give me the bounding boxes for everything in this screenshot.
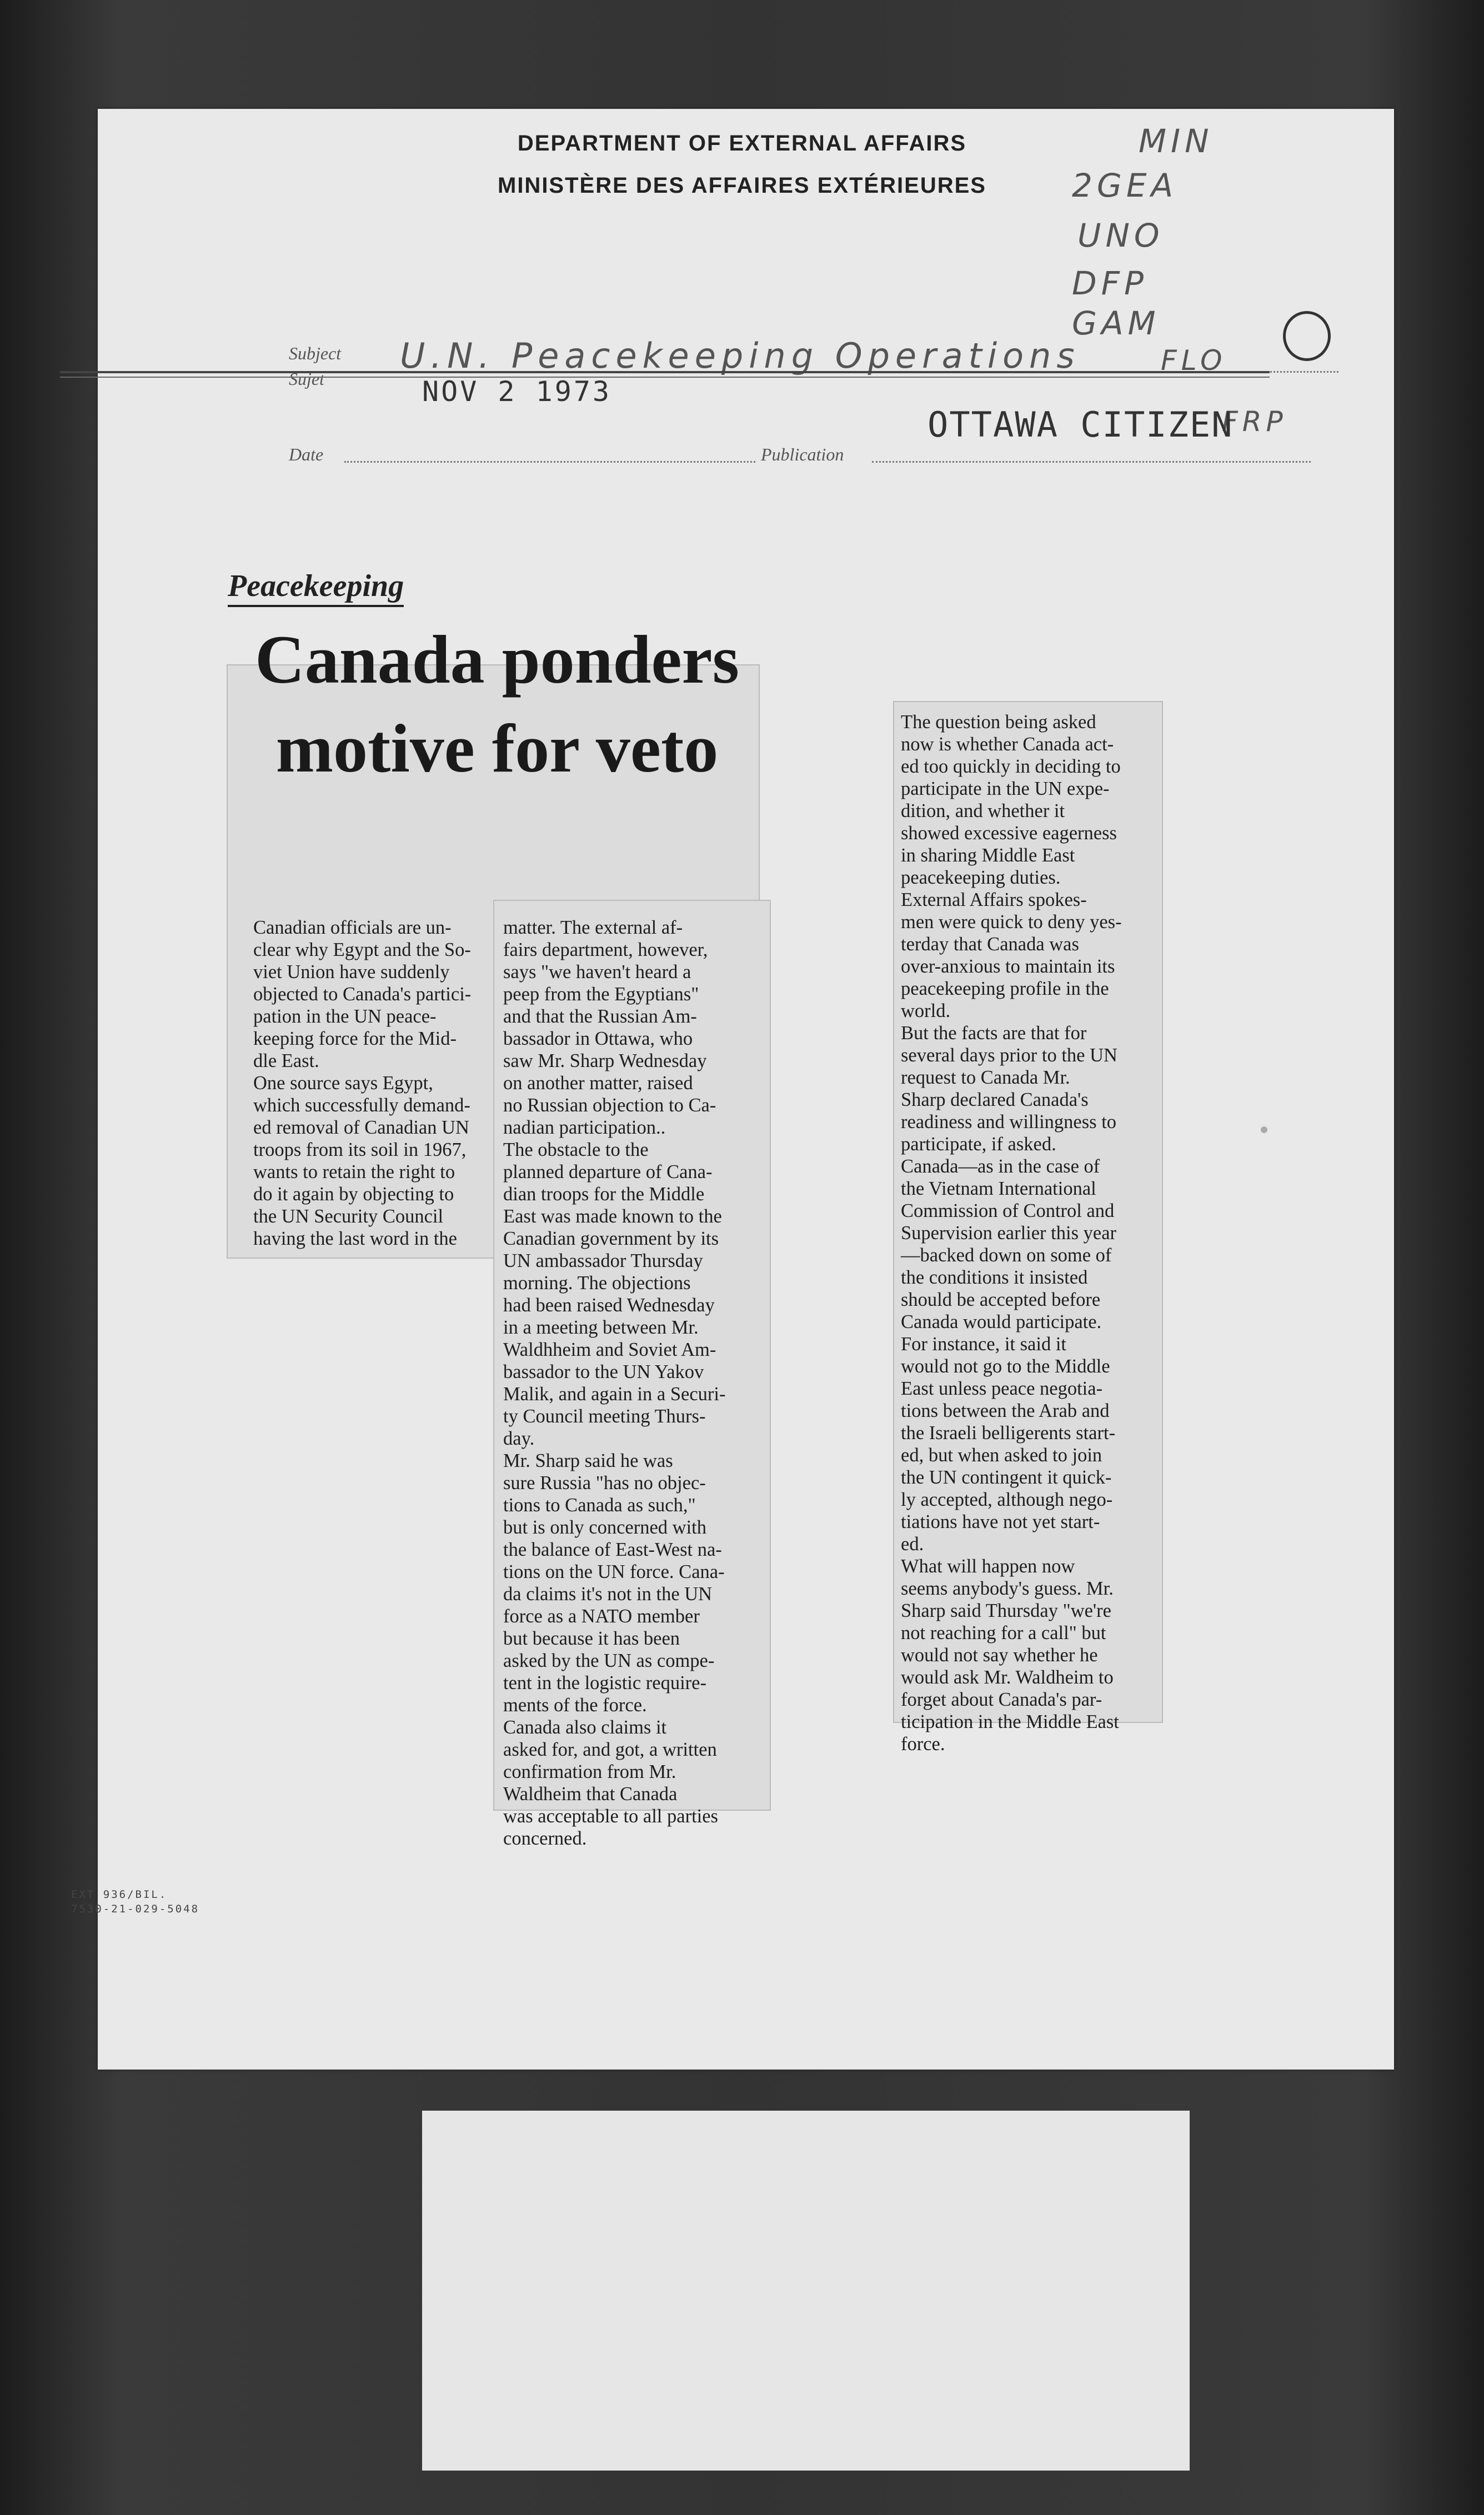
article-column-3: [901, 711, 1155, 1755]
department-title-fr: MINISTÈRE DES AFFAIRES EXTÉRIEURES: [498, 173, 986, 198]
header-rule-thin: [60, 377, 1270, 378]
publication-stamp: OTTAWA CITIZEN: [927, 404, 1234, 445]
routing-uno: UNO: [1077, 217, 1164, 254]
department-title-en: DEPARTMENT OF EXTERNAL AFFAIRS: [517, 131, 967, 156]
article-kicker: Peacekeeping: [228, 568, 404, 607]
article-column-1: [253, 916, 492, 1250]
routing-min: MIN: [1139, 122, 1214, 160]
article-headline: Canada ponders motive for veto: [255, 622, 739, 786]
publication-line: [872, 461, 1311, 463]
subject-label: Subject: [289, 343, 342, 363]
routing-2gea: 2GEA: [1072, 167, 1178, 204]
routing-frp: FRP: [1222, 405, 1287, 438]
routing-gam: GAM: [1072, 304, 1160, 342]
form-number: EXT 936/BIL.: [71, 1888, 168, 1901]
subject-label-fr: Sujet: [289, 369, 324, 389]
routing-flo: FLO: [1161, 344, 1227, 377]
subject-value: U.N. Peacekeeping Operations: [400, 335, 1080, 376]
date-label: Date: [289, 444, 324, 464]
blank-slip: [422, 2111, 1190, 2471]
date-stamp: NOV 2 1973: [422, 375, 612, 408]
article-column-2: [503, 916, 764, 1850]
article-column-3-text: The question being asked now is whether Canada act- ed too quickly in deciding to participate in the UN expe- dition, and whether it showed excessive eagerness in sharing Middle East peacekeeping duties. External Affairs spokes- men were quick to deny yes- terday that Canada was over-anxious to maintain its peacekeeping profile in the world. But the facts are that for several days prior to the UN request to Canada Mr. Sharp declared Canada's readiness and willingness to participate, if asked. Canada—as in the case of the Vietnam International Commission of Control and Supervision earlier this year —backed down on some of the conditions it insisted should be accepted before Canada would participate. For instance, it said it would not go to the Middle East unless peace negotia- tions between the Arab and the Israeli belligerents start- ed, but when asked to join the UN contingent it quick- ly accepted, although nego- tiations have not yet start- ed. What will happen now seems anybody's guess. Mr. Sharp said Thursday "we're not reaching for a call" but would not say whether he would ask Mr. Waldheim to forget about Canada's par- ticipation in the Middle East force.: [901, 712, 1122, 1755]
header-rule: [60, 371, 1270, 373]
stock-number: 7530-21-029-5048: [71, 1903, 200, 1915]
paper-speck: [1261, 1126, 1267, 1133]
circled-initial-mark: [1283, 311, 1331, 361]
article-column-1-text: Canadian officials are un- clear why Egypt and the So- viet Union have suddenly objected to Canada's partici- pation in the UN peace- keeping force for the Mid- dle East. One source says Egypt, which successfully demand- ed removal of Canadian UN troops from its soil in 1967, wants to retain the right to do it again by objecting to the UN Security Council having the last word in the: [253, 917, 472, 1249]
publication-label: Publication: [761, 444, 844, 464]
form-footer: [71, 1887, 199, 1916]
date-line: [344, 461, 755, 463]
article-column-2-text: matter. The external af- fairs department, however, says "we haven't heard a peep from the Egyptians" and that the Russian Am- bassador in Ottawa, who saw Mr. Sharp Wednesday on another matter, raised no Russian objection to Ca- nadian participation.. The obstacle to the planned departure of Cana- dian troops for the Middle East was made known to the Canadian government by its UN ambassador Thursday morning. The objections had been raised Wednesday in a meeting between Mr. Waldhheim and Soviet Am- bassador to the UN Yakov Malik, and again in a Securi- ty Council meeting Thurs- day. Mr. Sharp said he was sure Russia "has no objec- tions to Canada as such," but is only concerned with the balance of East-West na- tions on the UN force. Cana- da claims it's not in the UN force as a NATO member but because it has been asked by the UN as compe- tent in the logistic require- ments of the force. Canada also claims it asked for, and got, a written confirmation from Mr. Waldheim that Canada was acceptable to all parties concerned.: [503, 917, 726, 1849]
routing-dfp: DFP: [1072, 264, 1148, 302]
